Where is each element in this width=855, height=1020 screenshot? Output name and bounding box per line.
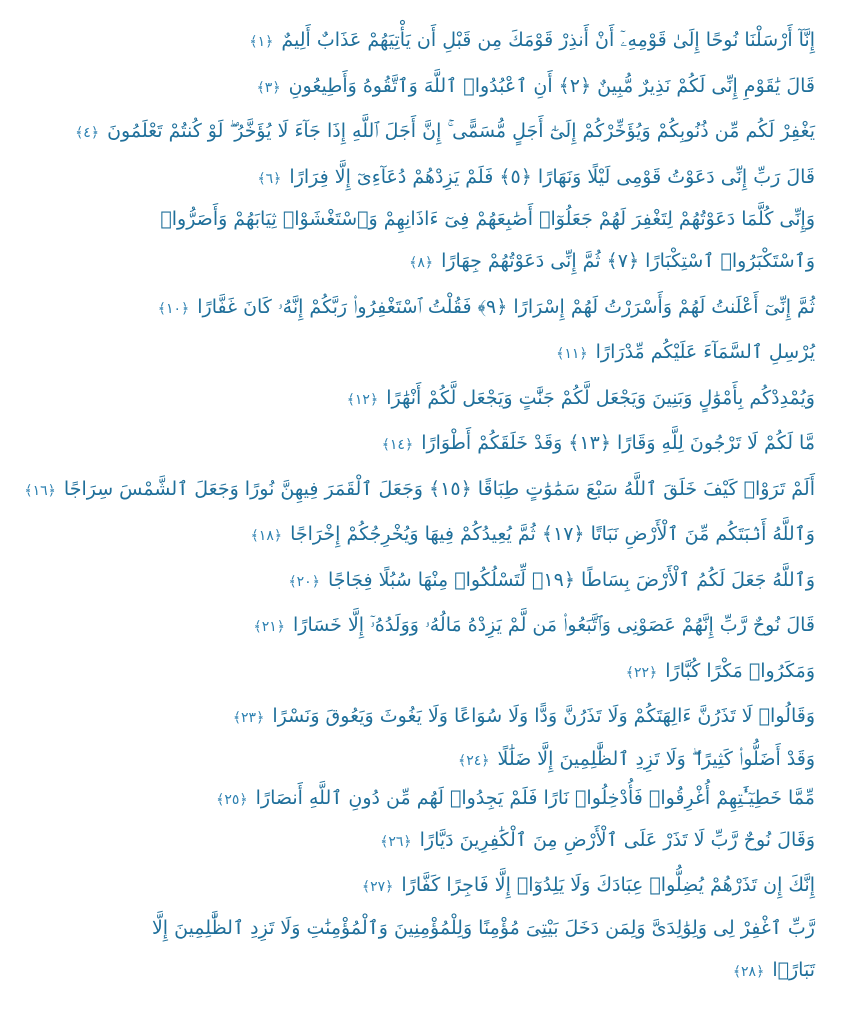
verse-line bbox=[40, 818, 815, 864]
verse-text: وَيُمْدِدْكُم بِأَمْوَٰلٍ وَبَنِينَ وَيَجْعَل لَّكُمْ جَنَّٰتٍ وَيَجْعَل لَّكُمْ أَنْهَٰرًا bbox=[386, 386, 815, 409]
verse-number-marker: ﴿٢٣﴾ bbox=[232, 710, 265, 726]
verse-line bbox=[40, 155, 815, 201]
verse-number-marker: ﴿٢٢﴾ bbox=[625, 664, 658, 681]
verse-text: إِنَّكَ إِن تَذَرْهُمْ يُضِلُّوا۟ عِبَادَكَ وَلَا يَلِدُوٓا۟ إِلَّا فَاجِرًا كَفَّارًا bbox=[401, 874, 815, 896]
verse-line bbox=[40, 421, 815, 467]
verse-number-marker: ﴿٢١﴾ bbox=[253, 619, 285, 635]
verse-number-marker: ﴿٣﴾ bbox=[256, 79, 281, 96]
verse-text: وَإِنِّى كُلَّمَا دَعَوْتُهُمْ لِتَغْفِرَ لَهُمْ جَعَلُوٓا۟ أَصَٰبِعَهُمْ فِىٓ ءَاذَانِهِمْ وَٱسْتَغْشَوْا۟ ثِيَابَهُمْ وَأَصَرُّوا۟ bbox=[160, 208, 815, 230]
verse-line bbox=[40, 603, 815, 649]
verse-text: قَالَ رَبِّ إِنِّى دَعَوْتُ قَوْمِى لَيْلًا وَنَهَارًا ﴿٥﴾ فَلَمْ يَزِدْهُمْ دُعَآءِىٓ إِلَّا فِرَارًا bbox=[289, 165, 815, 188]
verse-number-marker: ﴿٢٠﴾ bbox=[288, 573, 320, 590]
verse-text: وَقَدْ أَضَلُّوا۟ كَثِيرًا ۖ وَلَا تَزِدِ ٱلظَّٰلِمِينَ إِلَّا ضَلَٰلًا bbox=[497, 747, 815, 770]
verse-line bbox=[40, 740, 815, 779]
verse-line bbox=[40, 909, 815, 948]
verse-text: وَٱسْتَكْبَرُوا۟ ٱسْتِكْبَارًا ﴿٧﴾ ثُمَّ إِنِّى دَعَوْتُهُمْ جِهَارًا bbox=[441, 250, 815, 272]
verse-number-marker: ﴿١٦﴾ bbox=[24, 482, 56, 499]
verse-text: ثُمَّ إِنِّىٓ أَعْلَنتُ لَهُمْ وَأَسْرَرْتُ لَهُمْ إِسْرَارًا ﴿٩﴾ فَقُلْتُ ٱسْتَغْفِرُوا۟ رَبَّكُمْ إِنَّهُۥ كَانَ غَفَّارًا bbox=[197, 295, 815, 318]
verse-number-marker: ﴿٢٧﴾ bbox=[361, 879, 394, 895]
verse-text: وَقَالُوا۟ لَا تَذَرُنَّ ءَالِهَتَكُمْ وَلَا تَذَرُنَّ وَدًّا وَلَا سُوَاعًا وَلَا يَغُوثَ وَيَعُوقَ وَنَسْرًا bbox=[272, 705, 815, 727]
verse-line bbox=[40, 948, 815, 994]
verse-number-marker: ﴿٢٥﴾ bbox=[216, 791, 248, 808]
verse-number-marker: ﴿٦﴾ bbox=[257, 170, 282, 187]
verse-line bbox=[40, 285, 815, 331]
verse-line bbox=[40, 64, 815, 110]
verse-number-marker: ﴿٢٨﴾ bbox=[732, 963, 765, 980]
verse-line bbox=[40, 558, 815, 604]
verse-number-marker: ﴿٤﴾ bbox=[75, 125, 100, 141]
verse-line bbox=[40, 649, 815, 695]
verse-text: وَٱللَّهُ أَنۢبَتَكُم مِّنَ ٱلْأَرْضِ نَبَاتًا ﴿١٧﴾ ثُمَّ يُعِيدُكُمْ فِيهَا وَيُخْرِجُكُمْ إِخْرَاجًا bbox=[290, 523, 815, 545]
verse-number-marker: ﴿٨﴾ bbox=[409, 255, 434, 271]
verse-block bbox=[24, 18, 815, 993]
verse-text: رَّبِّ ٱغْفِرْ لِى وَلِوَٰلِدَىَّ وَلِمَن دَخَلَ بَيْتِىَ مُؤْمِنًا وَلِلْمُؤْمِنِينَ وَٱلْمُؤْمِنَٰتِ وَلَا تَزِدِ ٱلظَّٰلِمِينَ إِلَّا bbox=[151, 916, 815, 939]
verse-line bbox=[40, 376, 815, 422]
verse-line bbox=[40, 18, 815, 64]
verse-line bbox=[40, 512, 815, 558]
verse-number-marker: ﴿١١﴾ bbox=[556, 346, 588, 362]
verse-line bbox=[40, 109, 815, 155]
verse-line bbox=[40, 330, 815, 376]
verse-text: مَّا لَكُمْ لَا تَرْجُونَ لِلَّهِ وَقَارًا ﴿١٣﴾ وَقَدْ خَلَقَكُمْ أَطْوَارًا bbox=[421, 432, 815, 454]
verse-number-marker: ﴿١﴾ bbox=[249, 34, 274, 50]
verse-number-marker: ﴿١٨﴾ bbox=[250, 528, 283, 544]
verse-text: إِنَّآ أَرْسَلْنَا نُوحًا إِلَىٰ قَوْمِهِۦٓ أَنْ أَنذِرْ قَوْمَكَ مِن قَبْلِ أَن يَأْتِيَهُمْ عَذَابٌ أَلِيمٌ bbox=[281, 29, 815, 51]
verse-line bbox=[40, 239, 815, 285]
verse-text: قَالَ يَٰقَوْمِ إِنِّى لَكُمْ نَذِيرٌ مُّبِينٌ ﴿٢﴾ أَنِ ٱعْبُدُوا۟ ٱللَّهَ وَٱتَّقُوهُ وَأَطِيعُونِ bbox=[288, 74, 815, 97]
verse-line bbox=[40, 779, 815, 818]
verse-text: أَلَمْ تَرَوْا۟ كَيْفَ خَلَقَ ٱللَّهُ سَبْعَ سَمَٰوَٰتٍ طِبَاقًا ﴿١٥﴾ وَجَعَلَ ٱلْقَمَرَ فِيهِنَّ نُورًا وَجَعَلَ ٱلشَّمْسَ سِرَاجًا bbox=[63, 477, 815, 500]
verse-text: وَٱللَّهُ جَعَلَ لَكُمُ ٱلْأَرْضَ بِسَاطًا ﴿١٩﴾ لِّتَسْلُكُوا۟ مِنْهَا سُبُلًا فِجَاجًا bbox=[327, 568, 815, 591]
verse-text: وَقَالَ نُوحٌ رَّبِّ لَا تَذَرْ عَلَى ٱلْأَرْضِ مِنَ ٱلْكَٰفِرِينَ دَيَّارًا bbox=[419, 828, 815, 851]
verse-text: قَالَ نُوحٌ رَّبِّ إِنَّهُمْ عَصَوْنِى وَٱتَّبَعُوا۟ مَن لَّمْ يَزِدْهُ مَالُهُۥ وَوَلَدُهُۥٓ إِلَّا خَسَارًا bbox=[292, 614, 815, 636]
verse-line bbox=[24, 467, 815, 513]
verse-text: تَبَارًۢا bbox=[772, 958, 815, 981]
verse-text: وَمَكَرُوا۟ مَكْرًا كُبَّارًا bbox=[665, 659, 815, 682]
verse-line bbox=[40, 200, 815, 239]
verse-number-marker: ﴿٢٦﴾ bbox=[380, 833, 412, 850]
verse-number-marker: ﴿١٢﴾ bbox=[346, 391, 379, 408]
verse-line bbox=[40, 694, 815, 740]
verse-text: مِّمَّا خَطِيٓـَٰٔتِهِمْ أُغْرِقُوا۟ فَأُدْخِلُوا۟ نَارًا فَلَمْ يَجِدُوا۟ لَهُم مِّن دُونِ ٱللَّهِ أَنصَارًا bbox=[255, 786, 815, 809]
verse-line bbox=[40, 863, 815, 909]
verse-number-marker: ﴿١٠﴾ bbox=[157, 300, 190, 317]
verse-text: يَغْفِرْ لَكُم مِّن ذُنُوبِكُمْ وَيُؤَخِّرْكُمْ إِلَىٰٓ أَجَلٍ مُّسَمًّى ۚ إِنَّ أَجَلَ ٱللَّهِ إِذَا جَآءَ لَا يُؤَخَّرُ ۖ لَوْ كُنتُمْ تَعْلَمُونَ bbox=[107, 120, 815, 142]
verse-number-marker: ﴿١٤﴾ bbox=[381, 437, 414, 453]
verse-text: يُرْسِلِ ٱلسَّمَآءَ عَلَيْكُم مِّدْرَارًا bbox=[595, 341, 815, 363]
verse-number-marker: ﴿٢٤﴾ bbox=[458, 752, 490, 769]
